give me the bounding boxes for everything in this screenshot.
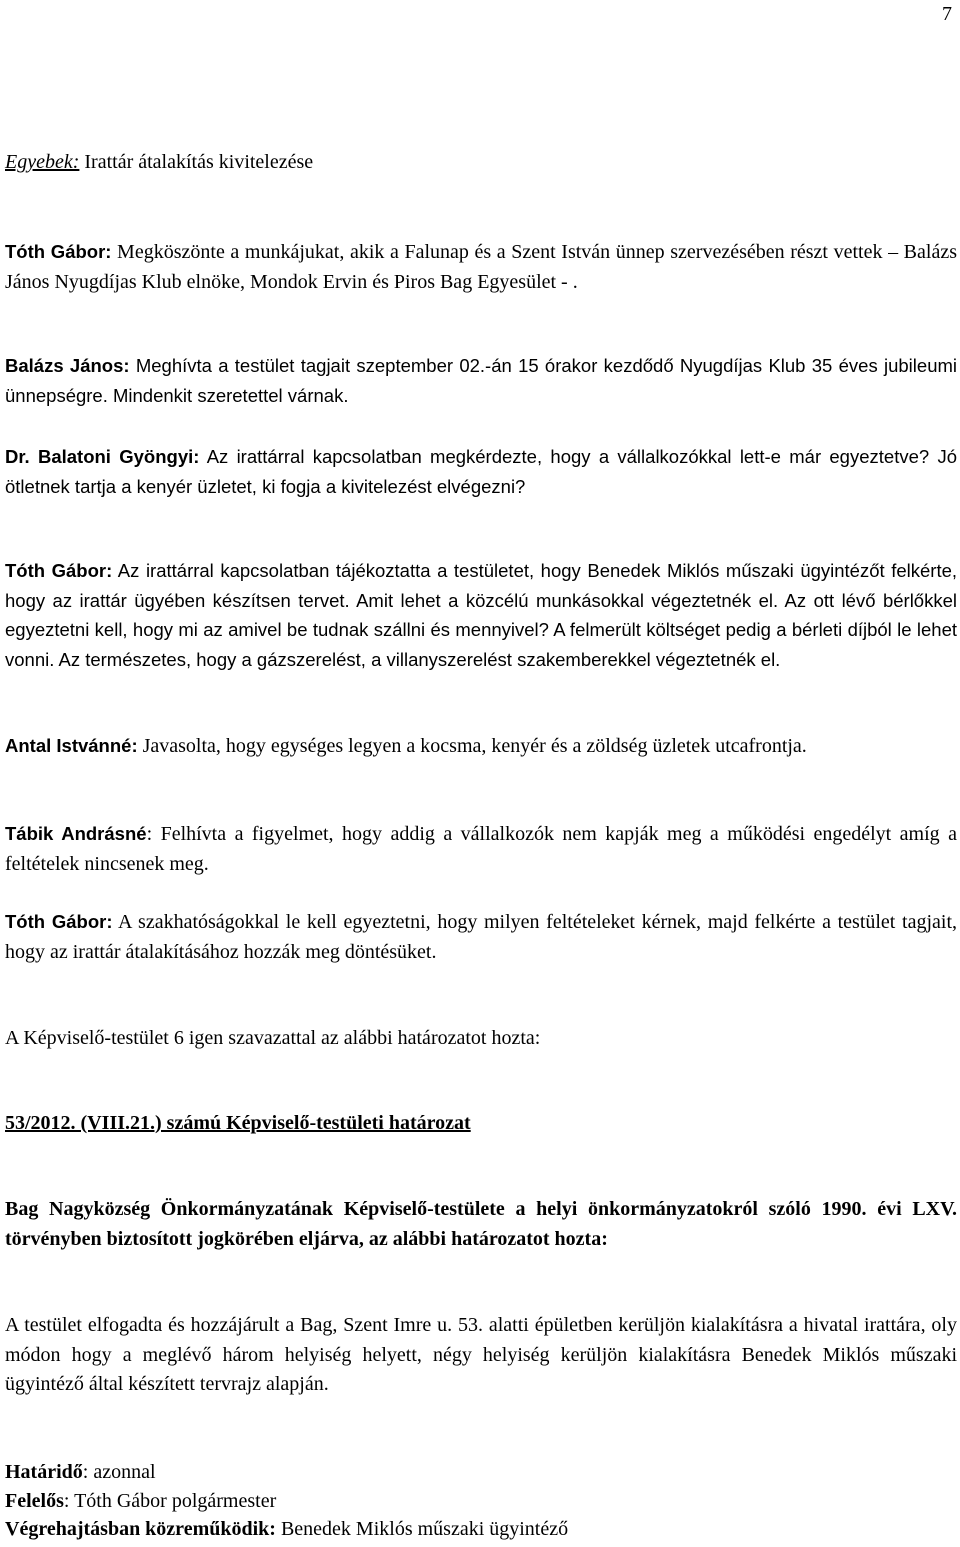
deadline-label: Határidő (5, 1461, 83, 1483)
speaker-name: Dr. Balatoni Gyöngyi: (5, 446, 200, 467)
paragraph-text: A szakhatóságokkal le kell egyeztetni, hogy milyen feltételeket kérnek, majd felkérte a testület tagjait, hogy az irattár átalakításához hozzák meg döntésüket. (5, 911, 957, 963)
paragraph-text: Az irattárral kapcsolatban tájékoztatta a testületet, hogy Benedek Miklós műszaki ügyintézőt felkérte, hogy az irattár ügyében készítsen tervet. Amit lehet a közcélú munkásokkal végeztetnék el. Az ott lévő bérlőkkel egyeztetni kell, hogy mi az amivel be tudnak szállni és mennyivel? A felmerült költséget pedig a bérleti díjból le lehet vonni. Az természetes, hogy a gázszerelést, a villanyszerelést szakemberekkel végeztetnék el. (5, 560, 958, 671)
paragraph-toth-thanks (5, 237, 957, 297)
paragraph-toth-archive (5, 556, 957, 675)
page-number: 7 (942, 3, 952, 25)
resolution-intro: Bag Nagyközség Önkormányzatának Képviselő-testülete a helyi önkormányzatokról szóló 1990. évi LXV. törvényben biztosított jogkörében eljárva, az alábbi határozatot hozta: (5, 1198, 957, 1250)
resolution-title: 53/2012. (VIII.21.) számú Képviselő-testületi határozat (5, 1112, 471, 1134)
paragraph-text: Javasolta, hogy egységes legyen a kocsma, kenyér és a zöldség üzletek utcafrontja. (137, 735, 807, 757)
speaker-name: Tóth Gábor: (5, 911, 113, 932)
paragraph-text: : Felhívta a figyelmet, hogy addig a vállalkozók nem kapják meg a működési engedélyt amíg a feltételek nincsenek meg. (5, 823, 958, 875)
cooperation-value: Benedek Miklós műszaki ügyintéző (275, 1518, 569, 1540)
paragraph-toth-authorities (5, 907, 957, 967)
paragraph-antal-proposal (5, 731, 957, 762)
cooperation-line (5, 1515, 957, 1545)
deadline-value: : azonnal (82, 1461, 156, 1483)
paragraph-text: Megköszönte a munkájukat, akik a Falunap és a Szent István ünnep szervezésében részt vettek – Balázs János Nyugdíjas Klub elnöke, Mondok Ervin és Piros Bag Egyesület - . (5, 241, 957, 293)
paragraph-text: Meghívta a testület tagjait szeptember 02.-án 15 órakor kezdődő Nyugdíjas Klub 35 éves jubileumi ünnepségre. Mindenkit szeretettel várnak. (5, 355, 957, 406)
resolution-body: A testület elfogadta és hozzájárult a Bag, Szent Imre u. 53. alatti épületben kerüljön kialakításra a hivatal irattára, oly módon hogy a meglévő három helyiség helyett, négy helyiség kerüljön kialakításra Benedek Miklós műszaki ügyintéző által készített tervrajz alapján. (5, 1314, 957, 1396)
other-items-label: Egyebek: (5, 151, 80, 173)
responsible-label: Felelős (5, 1490, 64, 1512)
speaker-name: Tábik Andrásné (5, 823, 147, 844)
paragraph-balazs-invitation (5, 351, 957, 410)
speaker-name: Antal Istvánné: (5, 735, 138, 756)
cooperation-label: Végrehajtásban közreműködik: (5, 1518, 276, 1540)
responsible-value: : Tóth Gábor polgármester (63, 1490, 277, 1512)
paragraph-tabik-warning (5, 819, 957, 879)
other-items-heading (5, 148, 957, 178)
deadline-line (5, 1458, 957, 1488)
other-items-text: Irattár átalakítás kivitelezése (79, 151, 314, 173)
paragraph-text: Az irattárral kapcsolatban megkérdezte, hogy a vállalkozókkal lett-e már egyeztetve? Jó ötletnek tartja a kenyér üzletet, ki fogja a kivitelezést elvégezni? (5, 446, 957, 497)
paragraph-balatoni-question (5, 442, 957, 501)
speaker-name: Tóth Gábor: (5, 241, 112, 262)
speaker-name: Tóth Gábor: (5, 560, 113, 581)
speaker-name: Balázs János: (5, 355, 130, 376)
vote-statement: A Képviselő-testület 6 igen szavazattal az alábbi határozatot hozta: (5, 1027, 541, 1049)
responsible-line (5, 1487, 957, 1517)
